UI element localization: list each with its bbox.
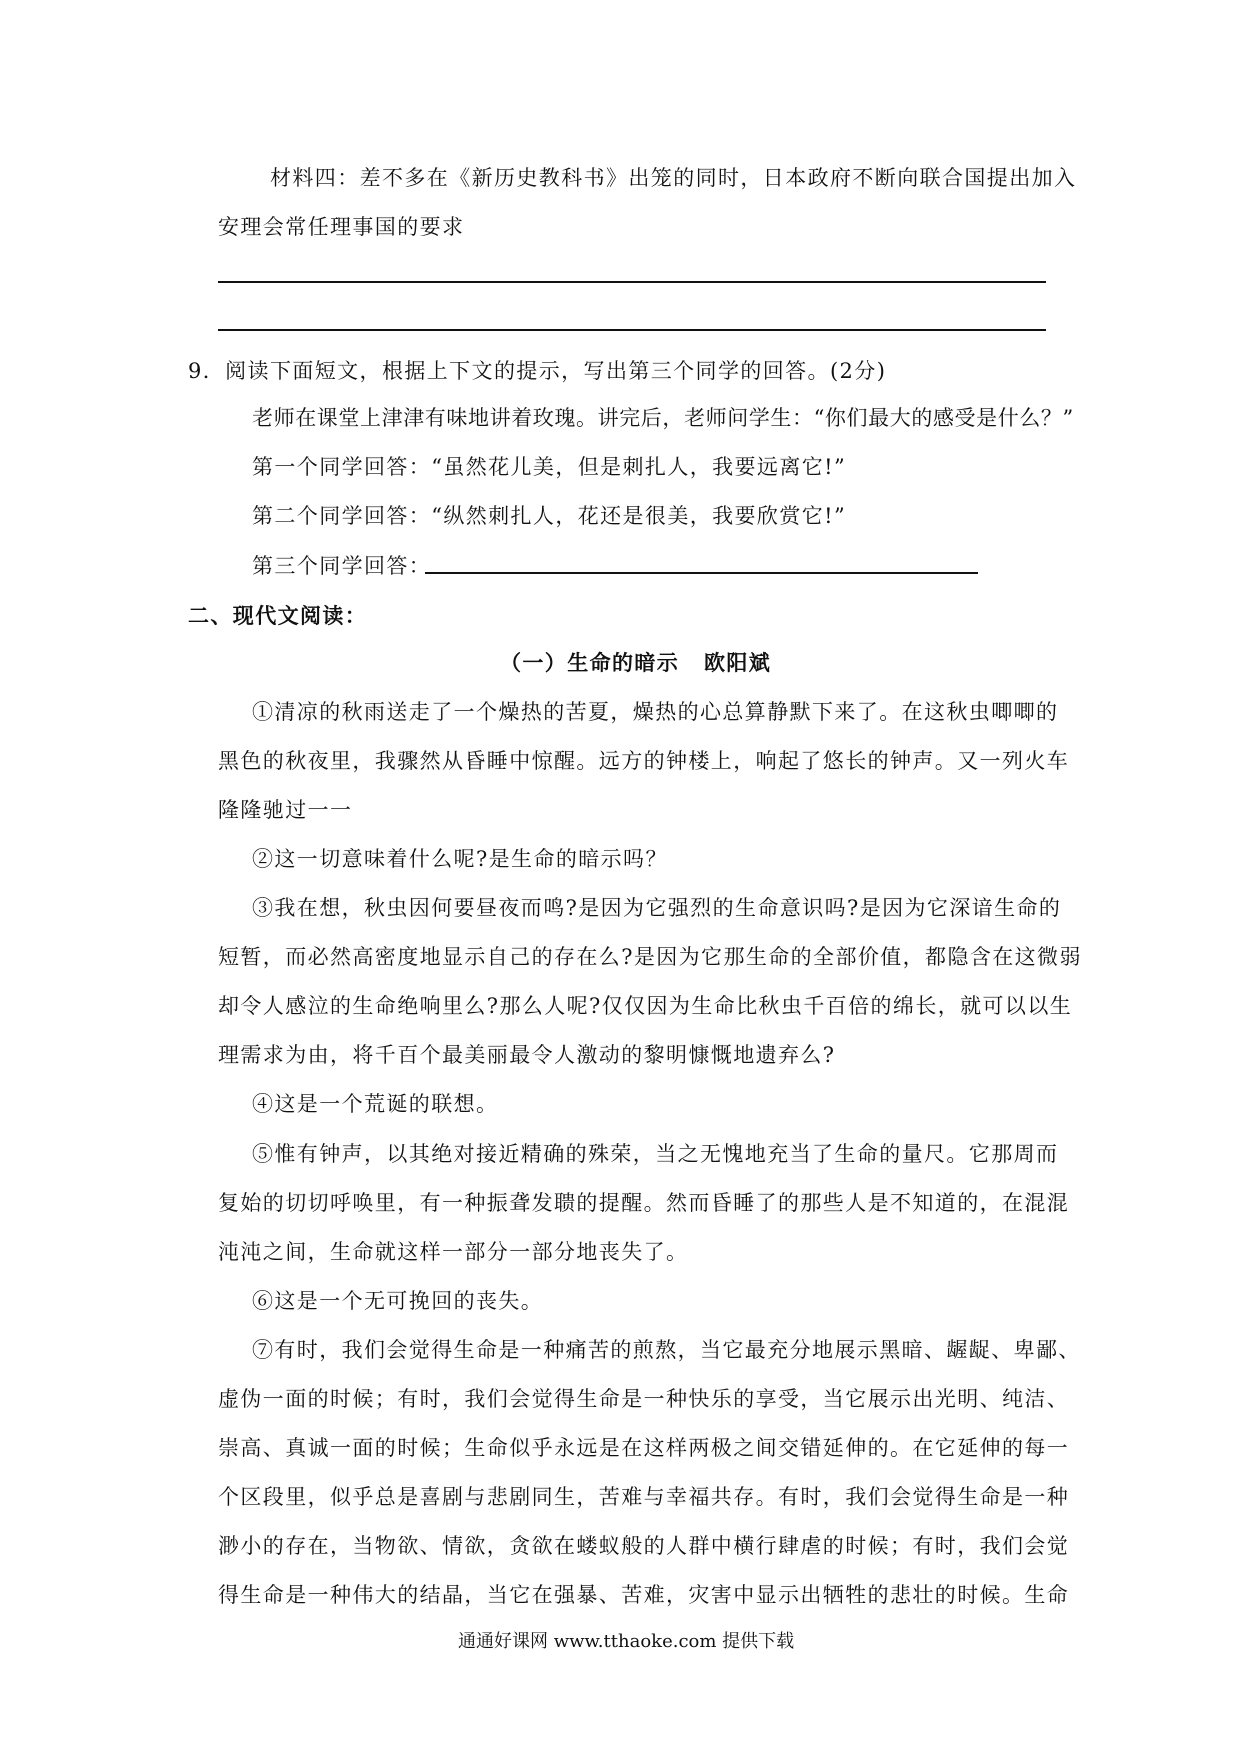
- question9-answer1: 第一个同学回答：“虽然花儿美，但是刺扎人，我要远离它!”: [252, 455, 847, 479]
- answer-blank-line-2: [218, 329, 1046, 331]
- section2-heading: 二、现代文阅读：: [188, 604, 368, 628]
- article-line: ①清凉的秋雨送走了一个燥热的苦夏，燥热的心总算静默下来了。在这秋虫唧唧的: [252, 700, 1059, 724]
- article-line: 隆隆驰过一一: [218, 798, 353, 822]
- article-line: 渺小的存在，当物欲、情欲，贪欲在蝼蚁般的人群中横行肆虐的时候；有时，我们会觉: [218, 1534, 1070, 1558]
- material4-line2: 安理会常任理事国的要求: [218, 215, 465, 239]
- article-line: ②这一切意味着什么呢?是生命的暗示吗？: [252, 847, 668, 871]
- article-line: 短暂，而必然高密度地显示自己的存在么?是因为它那生命的全部价值，都隐含在这微弱: [218, 945, 1082, 969]
- article-line: 沌沌之间，生命就这样一部分一部分地丧失了。: [218, 1240, 689, 1264]
- article-line: 个区段里，似乎总是喜剧与悲剧同生，苦难与幸福共存。有时，我们会觉得生命是一种: [218, 1485, 1070, 1509]
- answer3-blank-line: [425, 572, 978, 574]
- answer-blank-line-1: [218, 281, 1046, 283]
- article-author: 欧阳斌: [704, 651, 772, 675]
- article-line: ⑤惟有钟声，以其绝对接近精确的殊荣，当之无愧地充当了生命的量尺。它那周而: [252, 1142, 1059, 1166]
- article-title: （一）生命的暗示: [500, 651, 680, 675]
- article-line: 复始的切切呼唤里，有一种振聋发聩的提醒。然而昏睡了的那些人是不知道的，在混混: [218, 1191, 1070, 1215]
- article-line: 理需求为由，将千百个最美丽最令人激动的黎明慷慨地遗弃么?: [218, 1043, 836, 1067]
- article-line: ④这是一个荒诞的联想。: [252, 1092, 499, 1116]
- article-line: ⑦有时，我们会觉得生命是一种痛苦的煎熬，当它最充分地展示黑暗、龌龊、卑鄙、: [252, 1338, 1081, 1362]
- question9-prompt: 9．阅读下面短文，根据上下文的提示，写出第三个同学的回答。(2分): [188, 359, 887, 383]
- article-line: ③我在想，秋虫因何要昼夜而鸣?是因为它强烈的生命意识吗?是因为它深谙生命的: [252, 896, 1062, 920]
- question9-answer3-label: 第三个同学回答：: [252, 554, 432, 578]
- article-line: 得生命是一种伟大的结晶，当它在强暴、苦难，灾害中显示出牺牲的悲壮的时候。生命: [218, 1583, 1070, 1607]
- material4-line1: 材料四：差不多在《新历史教科书》出笼的同时，日本政府不断向联合国提出加入: [270, 166, 1077, 190]
- article-line: 黑色的秋夜里，我骤然从昏睡中惊醒。远方的钟楼上，响起了悠长的钟声。又一列火车: [218, 749, 1070, 773]
- article-line: ⑥这是一个无可挽回的丧失。: [252, 1289, 544, 1313]
- question9-intro: 老师在课堂上津津有味地讲着玫瑰。讲完后，老师问学生：“你们最大的感受是什么？”: [252, 406, 1074, 430]
- article-line: 虚伪一面的时候；有时，我们会觉得生命是一种快乐的享受，当它展示出光明、纯洁、: [218, 1387, 1070, 1411]
- question9-answer2: 第二个同学回答：“纵然刺扎人，花还是很美，我要欣赏它!”: [252, 504, 847, 528]
- page-footer: 通通好课网 www.tthaoke.com 提供下载: [458, 1631, 795, 1652]
- article-line: 崇高、真诚一面的时候；生命似乎永远是在这样两极之间交错延伸的。在它延伸的每一: [218, 1436, 1070, 1460]
- article-line: 却令人感泣的生命绝响里么?那么人呢?仅仅因为生命比秋虫千百倍的绵长，就可以以生: [218, 994, 1073, 1018]
